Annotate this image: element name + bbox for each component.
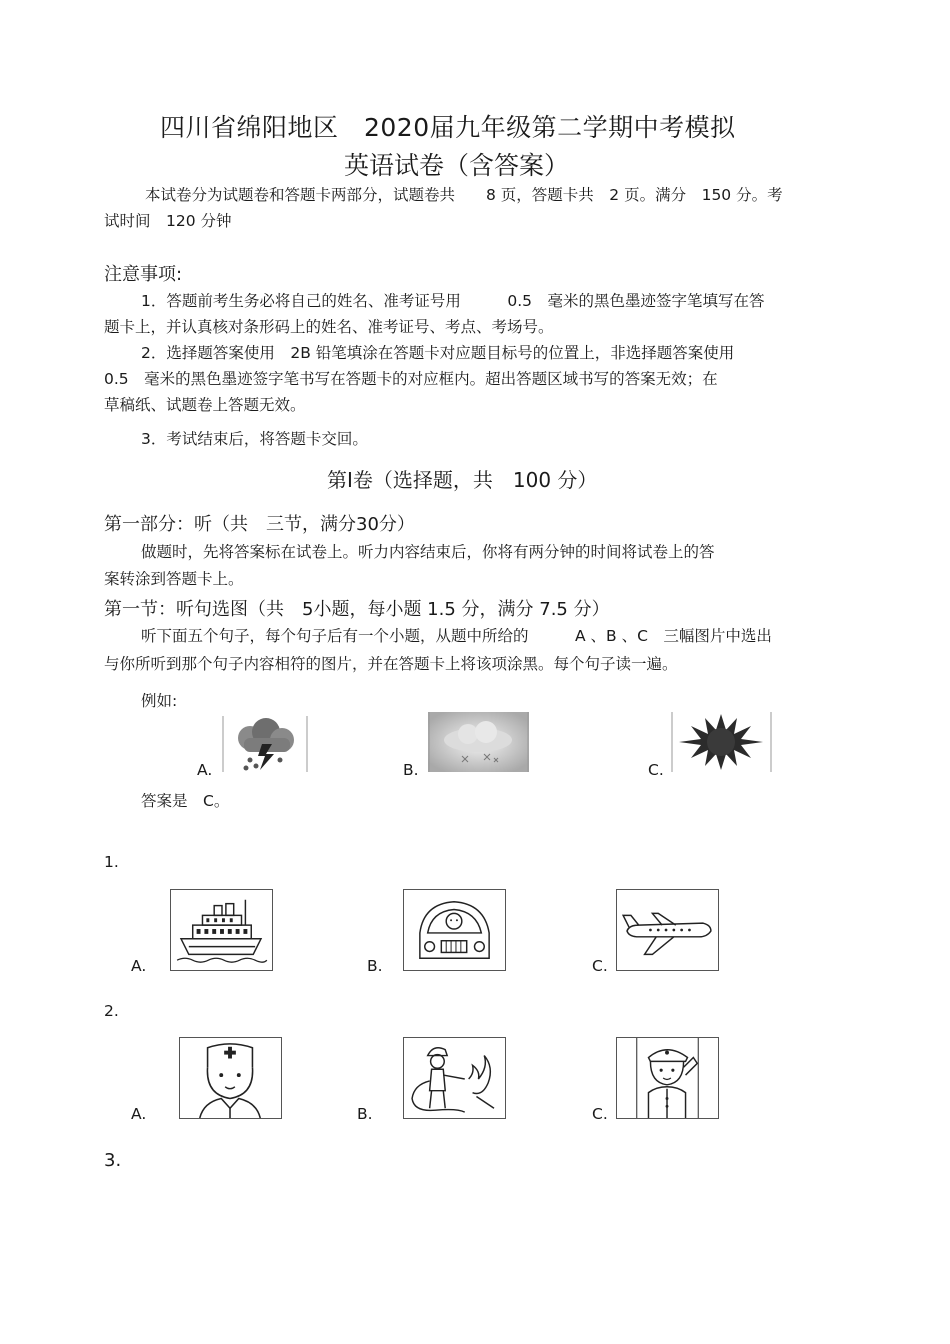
storm-cloud-icon [222,716,308,772]
example-option-b-letter: B. [403,761,419,779]
notice-heading: 注意事项: [104,264,183,285]
part1-desc-line1: 做题时，先将答案标在试卷上。听力内容结束后，你将有两分钟的时间将试卷上的答 [141,543,715,561]
doctor-icon [179,1037,282,1119]
example-option-c-letter: C. [648,761,664,779]
section1-heading: 第一节：听句选图（共 5小题，每小题 1.5 分，满分 7.5 分） [104,599,610,620]
example-answer: 答案是 C。 [141,792,230,810]
question-2-option-a-letter: A. [131,1105,147,1123]
ship-icon [170,889,273,971]
firefighter-icon [403,1037,506,1119]
notice-item2-line1: 2．选择题答案使用 2B 铅笔填涂在答题卡对应题目标号的位置上，非选择题答案使用 [141,344,735,362]
section1-desc-line2: 与你所听到那个句子内容相符的图片，并在答题卡上将该项涂黑。每个句子读一遍。 [104,655,678,673]
example-option-a-letter: A. [197,761,213,779]
airplane-icon [616,889,719,971]
question-2-option-c-letter: C. [592,1105,608,1123]
car-icon [403,889,506,971]
sun-icon [671,712,772,772]
exam-title-line2: 英语试卷（含答案） [344,151,570,180]
snow-cloud-icon [428,712,529,772]
part1-heading: 第一部分：听（共 三节，满分30分） [104,514,415,535]
question-3-number: 3. [104,1150,122,1171]
question-2-number: 2. [104,1002,119,1020]
notice-item1-line2: 题卡上，并认真核对条形码上的姓名、准考证号、考点、考场号。 [104,318,554,336]
question-1-option-b-letter: B. [367,957,383,975]
intro-line2: 试时间 120 分钟 [104,212,232,230]
intro-line1: 本试卷分为试题卷和答题卡两部分，试题卷共 8 页，答题卡共 2 页。满分 150 分。考 [145,186,783,204]
volume-title: 第Ⅰ卷（选择题，共 100 分） [327,468,598,492]
notice-item2-line3: 草稿纸、试题卷上答题无效。 [104,396,306,414]
question-2-option-b-letter: B. [357,1105,373,1123]
question-1-number: 1. [104,853,119,871]
question-1-option-c-letter: C. [592,957,608,975]
section1-desc-line1: 听下面五个句子，每个句子后有一个小题，从题中所给的 A 、B 、C 三幅图片中选出 [141,627,772,645]
police-officer-icon [616,1037,719,1119]
exam-title-line1: 四川省绵阳地区 2020届九年级第二学期中考模拟 [160,113,736,142]
part1-desc-line2: 案转涂到答题卡上。 [104,570,244,588]
notice-item1-line1: 1．答题前考生务必将自己的姓名、准考证号用 0.5 毫米的黑色墨迹签字笔填写在答 [141,292,765,310]
notice-item2-line2: 0.5 毫米的黑色墨迹签字笔书写在答题卡的对应框内。超出答题区域书写的答案无效；在 [104,370,718,388]
notice-item3: 3．考试结束后，将答题卡交回。 [141,430,368,448]
question-1-option-a-letter: A. [131,957,147,975]
example-label: 例如: [141,692,178,710]
